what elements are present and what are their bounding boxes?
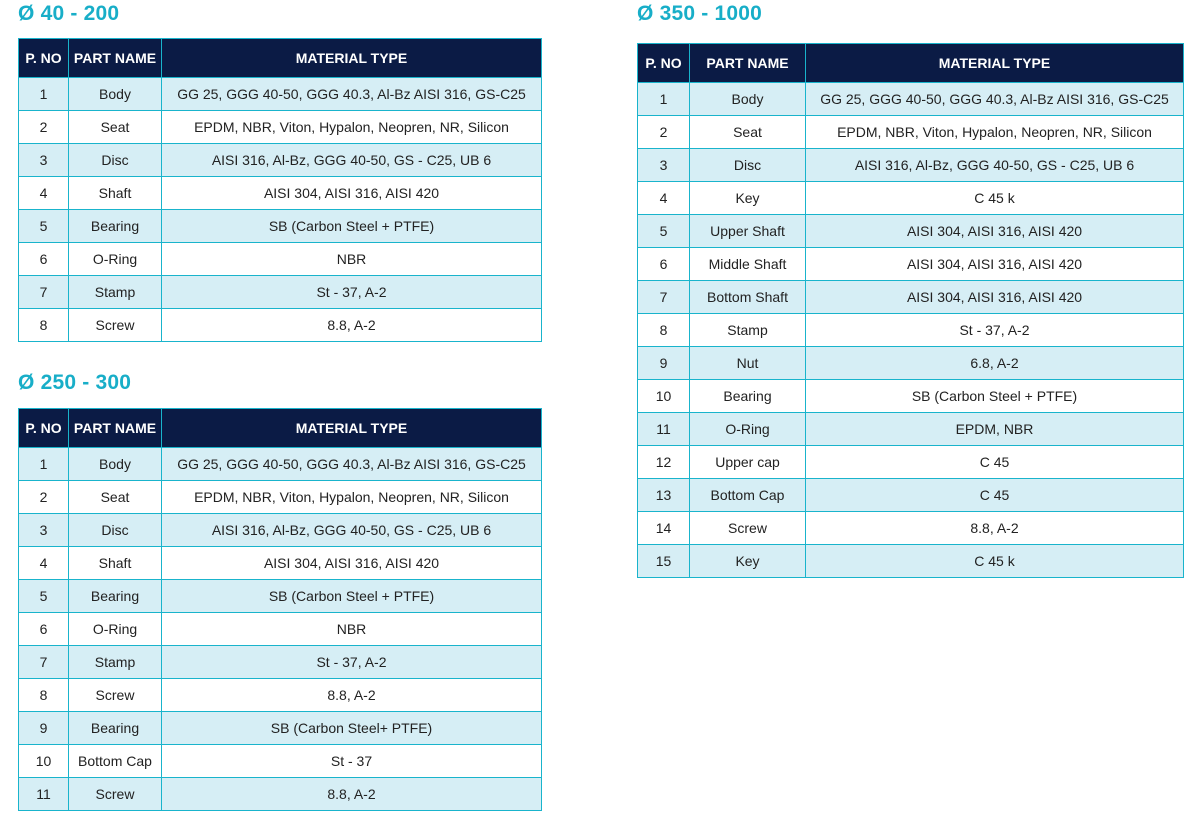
part-number-cell: 11 xyxy=(19,778,69,811)
part-name-cell: Seat xyxy=(69,481,162,514)
part-number-cell: 10 xyxy=(638,380,690,413)
part-name-cell: Shaft xyxy=(69,177,162,210)
part-name-cell: Disc xyxy=(69,514,162,547)
material-type-cell: C 45 xyxy=(806,446,1184,479)
part-name-cell: Bottom Shaft xyxy=(690,281,806,314)
table-row xyxy=(638,479,1184,512)
table-row xyxy=(19,514,542,547)
part-name-cell: Screw xyxy=(69,679,162,712)
table-row xyxy=(19,481,542,514)
part-name-cell: Seat xyxy=(690,116,806,149)
material-type-cell: EPDM, NBR, Viton, Hypalon, Neopren, NR, Silicon xyxy=(162,481,542,514)
part-name-cell: Upper cap xyxy=(690,446,806,479)
part-name-cell: Middle Shaft xyxy=(690,248,806,281)
section-title: Ø 250 - 300 xyxy=(18,371,132,394)
table-row xyxy=(19,778,542,811)
parts-table xyxy=(637,43,1184,578)
material-type-cell: AISI 304, AISI 316, AISI 420 xyxy=(806,248,1184,281)
part-name-cell: Body xyxy=(69,78,162,111)
material-type-cell: AISI 316, Al-Bz, GGG 40-50, GS - C25, UB 6 xyxy=(162,144,542,177)
material-type-cell: C 45 k xyxy=(806,545,1184,578)
part-number-cell: 14 xyxy=(638,512,690,545)
part-number-cell: 6 xyxy=(19,243,69,276)
table-row xyxy=(638,380,1184,413)
part-number-cell: 8 xyxy=(19,309,69,342)
part-number-cell: 9 xyxy=(638,347,690,380)
table-row xyxy=(19,309,542,342)
part-number-cell: 2 xyxy=(638,116,690,149)
part-number-cell: 8 xyxy=(638,314,690,347)
part-number-cell: 3 xyxy=(19,144,69,177)
material-type-cell: NBR xyxy=(162,613,542,646)
material-type-cell: AISI 304, AISI 316, AISI 420 xyxy=(806,215,1184,248)
table-row xyxy=(638,347,1184,380)
table-row xyxy=(19,448,542,481)
part-number-cell: 5 xyxy=(19,210,69,243)
part-name-cell: Bottom Cap xyxy=(69,745,162,778)
table-row xyxy=(19,679,542,712)
part-number-cell: 4 xyxy=(19,177,69,210)
parts-section-350-1000 xyxy=(637,0,1184,578)
part-name-cell: Screw xyxy=(690,512,806,545)
material-type-cell: EPDM, NBR xyxy=(806,413,1184,446)
table-row xyxy=(638,215,1184,248)
material-type-cell: 6.8, A-2 xyxy=(806,347,1184,380)
part-number-cell: 2 xyxy=(19,481,69,514)
header-material-type: MATERIAL TYPE xyxy=(162,39,542,78)
part-name-cell: Nut xyxy=(690,347,806,380)
parts-table xyxy=(18,408,542,811)
part-name-cell: Disc xyxy=(690,149,806,182)
part-name-cell: O-Ring xyxy=(690,413,806,446)
material-type-cell: AISI 304, AISI 316, AISI 420 xyxy=(162,177,542,210)
part-name-cell: O-Ring xyxy=(69,243,162,276)
part-number-cell: 11 xyxy=(638,413,690,446)
part-number-cell: 6 xyxy=(638,248,690,281)
part-name-cell: Body xyxy=(69,448,162,481)
part-name-cell: Disc xyxy=(69,144,162,177)
parts-section-40-200 xyxy=(18,0,542,342)
table-header-row xyxy=(638,44,1184,83)
material-type-cell: St - 37, A-2 xyxy=(162,276,542,309)
table-header-row xyxy=(19,39,542,78)
part-number-cell: 2 xyxy=(19,111,69,144)
material-type-cell: NBR xyxy=(162,243,542,276)
part-number-cell: 3 xyxy=(638,149,690,182)
part-name-cell: Body xyxy=(690,83,806,116)
parts-section-250-300 xyxy=(18,369,542,811)
part-number-cell: 5 xyxy=(638,215,690,248)
table-row xyxy=(638,314,1184,347)
part-name-cell: Key xyxy=(690,182,806,215)
material-type-cell: SB (Carbon Steel + PTFE) xyxy=(162,210,542,243)
part-number-cell: 12 xyxy=(638,446,690,479)
part-name-cell: Bearing xyxy=(69,210,162,243)
part-number-cell: 1 xyxy=(19,448,69,481)
table-row xyxy=(19,745,542,778)
section-title: Ø 40 - 200 xyxy=(18,2,120,25)
material-type-cell: SB (Carbon Steel + PTFE) xyxy=(806,380,1184,413)
table-row xyxy=(638,545,1184,578)
material-type-cell: C 45 k xyxy=(806,182,1184,215)
table-row xyxy=(19,547,542,580)
part-name-cell: Bearing xyxy=(69,580,162,613)
header-material-type: MATERIAL TYPE xyxy=(162,409,542,448)
table-row xyxy=(19,210,542,243)
header-part-name: PART NAME xyxy=(69,409,162,448)
material-type-cell: St - 37 xyxy=(162,745,542,778)
material-type-cell: GG 25, GGG 40-50, GGG 40.3, Al-Bz AISI 316, GS-C25 xyxy=(162,448,542,481)
table-header-row xyxy=(19,409,542,448)
material-type-cell: AISI 304, AISI 316, AISI 420 xyxy=(806,281,1184,314)
header-pno: P. NO xyxy=(19,39,69,78)
material-type-cell: EPDM, NBR, Viton, Hypalon, Neopren, NR, Silicon xyxy=(806,116,1184,149)
table-row xyxy=(638,83,1184,116)
parts-table xyxy=(18,38,542,342)
material-type-cell: 8.8, A-2 xyxy=(162,778,542,811)
part-number-cell: 5 xyxy=(19,580,69,613)
section-title: Ø 350 - 1000 xyxy=(637,2,762,25)
part-number-cell: 7 xyxy=(638,281,690,314)
part-name-cell: Bearing xyxy=(690,380,806,413)
table-row xyxy=(638,116,1184,149)
material-type-cell: AISI 304, AISI 316, AISI 420 xyxy=(162,547,542,580)
header-pno: P. NO xyxy=(19,409,69,448)
table-row xyxy=(19,580,542,613)
part-number-cell: 6 xyxy=(19,613,69,646)
material-type-cell: AISI 316, Al-Bz, GGG 40-50, GS - C25, UB 6 xyxy=(806,149,1184,182)
material-type-cell: 8.8, A-2 xyxy=(162,309,542,342)
part-number-cell: 7 xyxy=(19,276,69,309)
part-number-cell: 13 xyxy=(638,479,690,512)
material-type-cell: GG 25, GGG 40-50, GGG 40.3, Al-Bz AISI 316, GS-C25 xyxy=(162,78,542,111)
part-number-cell: 9 xyxy=(19,712,69,745)
table-row xyxy=(19,646,542,679)
table-row xyxy=(638,446,1184,479)
table-row xyxy=(19,78,542,111)
material-type-cell: 8.8, A-2 xyxy=(162,679,542,712)
header-pno: P. NO xyxy=(638,44,690,83)
table-row xyxy=(19,712,542,745)
table-row xyxy=(19,177,542,210)
material-type-cell: EPDM, NBR, Viton, Hypalon, Neopren, NR, Silicon xyxy=(162,111,542,144)
table-row xyxy=(638,512,1184,545)
table-row xyxy=(638,248,1184,281)
material-type-cell: St - 37, A-2 xyxy=(162,646,542,679)
header-part-name: PART NAME xyxy=(69,39,162,78)
part-name-cell: Stamp xyxy=(69,276,162,309)
part-name-cell: Key xyxy=(690,545,806,578)
part-name-cell: Bearing xyxy=(69,712,162,745)
part-number-cell: 10 xyxy=(19,745,69,778)
part-name-cell: Seat xyxy=(69,111,162,144)
part-name-cell: Bottom Cap xyxy=(690,479,806,512)
part-name-cell: Screw xyxy=(69,309,162,342)
material-type-cell: SB (Carbon Steel + PTFE) xyxy=(162,580,542,613)
part-name-cell: O-Ring xyxy=(69,613,162,646)
part-name-cell: Stamp xyxy=(69,646,162,679)
table-row xyxy=(638,413,1184,446)
material-type-cell: AISI 316, Al-Bz, GGG 40-50, GS - C25, UB 6 xyxy=(162,514,542,547)
part-number-cell: 4 xyxy=(19,547,69,580)
part-number-cell: 1 xyxy=(19,78,69,111)
part-number-cell: 8 xyxy=(19,679,69,712)
part-name-cell: Upper Shaft xyxy=(690,215,806,248)
part-name-cell: Screw xyxy=(69,778,162,811)
part-name-cell: Shaft xyxy=(69,547,162,580)
material-type-cell: GG 25, GGG 40-50, GGG 40.3, Al-Bz AISI 316, GS-C25 xyxy=(806,83,1184,116)
table-row xyxy=(638,182,1184,215)
table-row xyxy=(19,243,542,276)
table-row xyxy=(638,281,1184,314)
header-part-name: PART NAME xyxy=(690,44,806,83)
part-name-cell: Stamp xyxy=(690,314,806,347)
material-type-cell: SB (Carbon Steel+ PTFE) xyxy=(162,712,542,745)
material-type-cell: 8.8, A-2 xyxy=(806,512,1184,545)
table-row xyxy=(19,613,542,646)
part-number-cell: 1 xyxy=(638,83,690,116)
table-row xyxy=(19,276,542,309)
part-number-cell: 4 xyxy=(638,182,690,215)
part-number-cell: 3 xyxy=(19,514,69,547)
table-row xyxy=(19,144,542,177)
material-type-cell: C 45 xyxy=(806,479,1184,512)
table-row xyxy=(19,111,542,144)
header-material-type: MATERIAL TYPE xyxy=(806,44,1184,83)
part-number-cell: 7 xyxy=(19,646,69,679)
table-row xyxy=(638,149,1184,182)
material-type-cell: St - 37, A-2 xyxy=(806,314,1184,347)
part-number-cell: 15 xyxy=(638,545,690,578)
